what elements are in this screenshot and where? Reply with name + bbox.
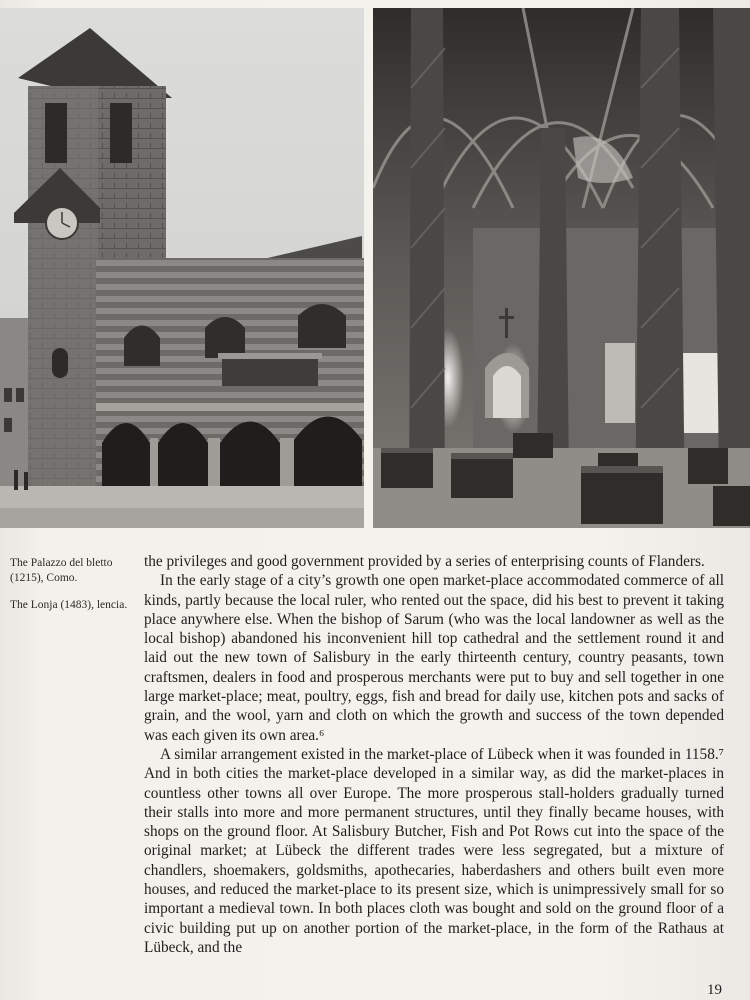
photo-lonja-interior <box>373 8 750 528</box>
paragraph-3: A similar arrangement existed in the market-place of Lübeck when it was founded in 1158.⁷ And in both cities the market-place developed in a similar way, as did the market-places in countless other towns all over Europe. The more prosperous stall-holders gradually turned their stalls into more and more permanent structures, until they finally became houses, with shops on the ground floor. At Salisbury Butcher, Fish and Pot Rows cut into the space of the original market; at Lübeck the different trades were less segregated, but a mixture of chandlers, shoemakers, goldsmiths, apothecaries, haberdashers and others built even more houses, and reduced the market-place to its present size, which is unimpressively small for so important a medieval town. In both places cloth was bought and sold on the ground floor of a civic building put up on another portion of the market-place, in the form of the Rathaus at Lübeck, and the <box>144 745 724 956</box>
caption-lonja: The Lonja (1483), lencia. <box>10 599 128 611</box>
body-text <box>144 552 724 957</box>
photo-palazzo-broletto <box>0 8 364 528</box>
caption-palazzo: The Palazzo del bletto (1215), Como. <box>10 557 113 584</box>
page-number: 19 <box>707 982 722 998</box>
paragraph-2: In the early stage of a city’s growth one open market-place accommodated commerce of all kinds, partly because the local ruler, who rented out the space, did his best to prevent it taking place anywhere else. When the bishop of Sarum (who was the local landowner as well as the local bishop) abandoned his inconvenient hill top cathedral and the settlement round it and laid out the new town of Salisbury in the early thirteenth century, country peasants, town craftsmen, dealers in food and prosperous merchants were put to buy and sell together in one large market-place; meat, poultry, eggs, fish and bread for daily use, kitchen pots and sacks of grain, and the wool, yarn and cloth on which the growth and success of the town depended was each given its own area.⁶ <box>144 572 724 744</box>
paragraph-1: the privileges and good government provided by a series of enterprising counts of Flanders. <box>144 553 705 570</box>
caption-column <box>0 556 132 625</box>
